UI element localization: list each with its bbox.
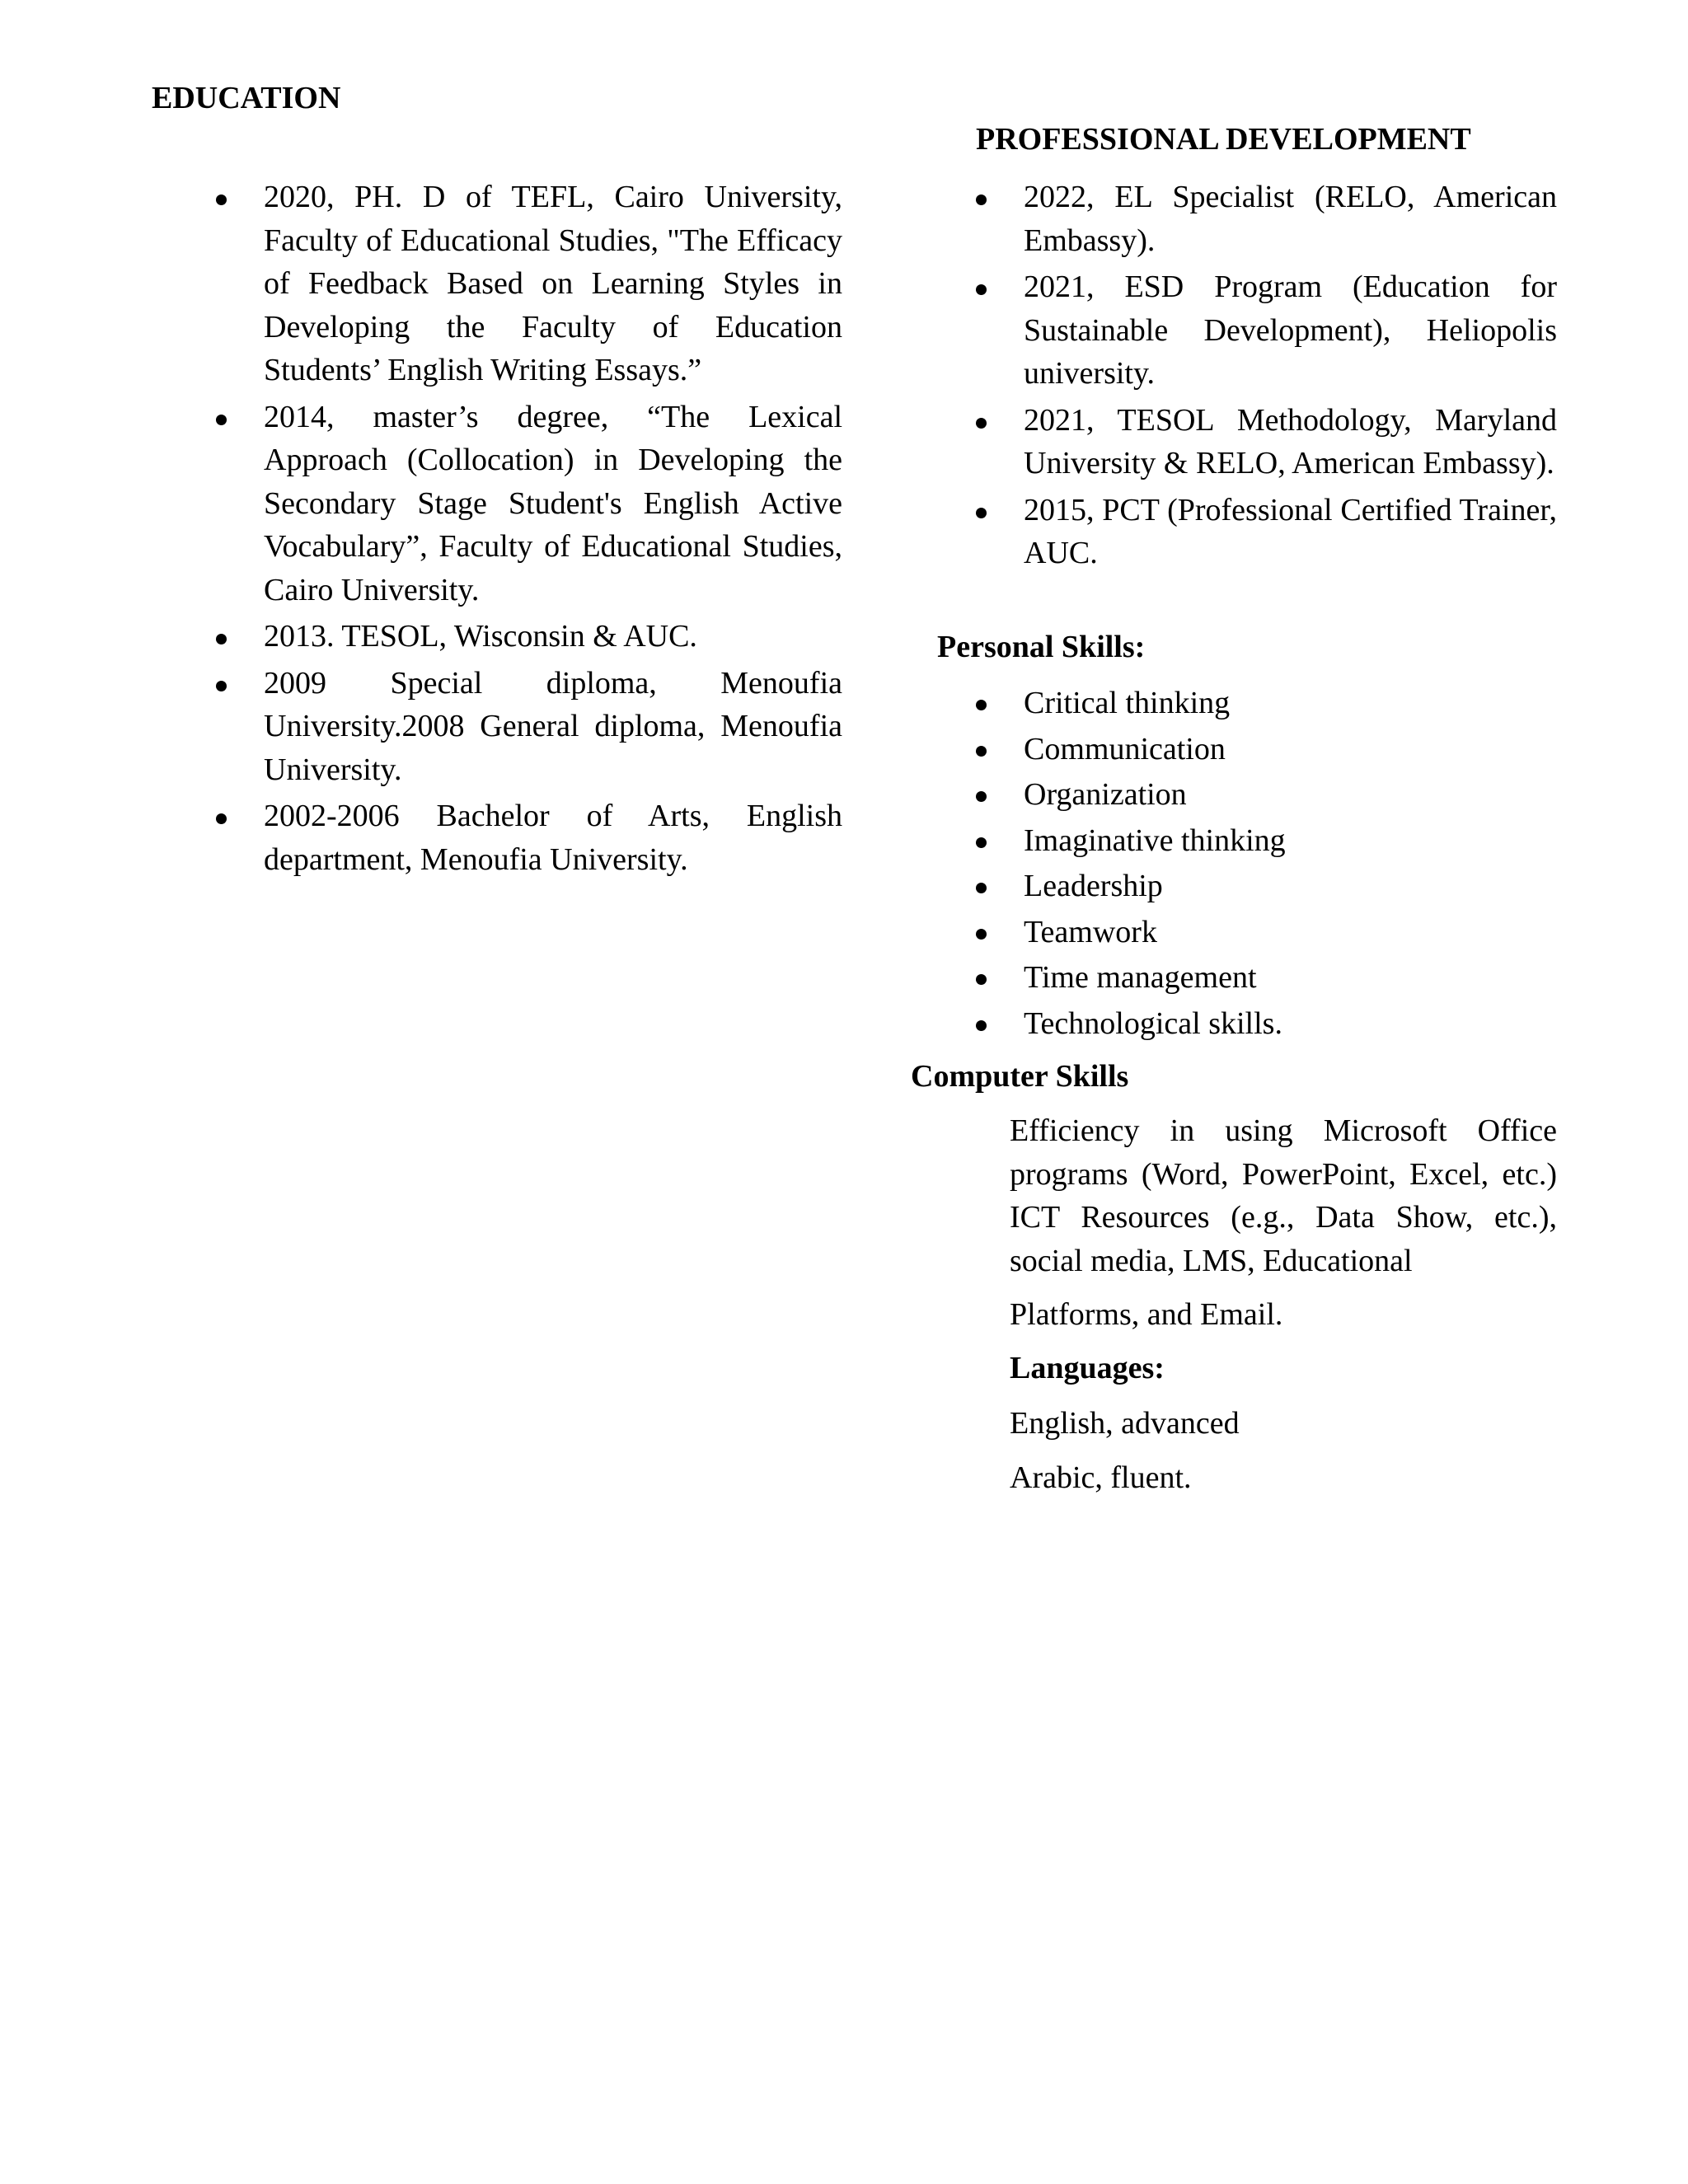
professional-development-item: 2022, EL Specialist (RELO, American Embassy). (1024, 176, 1557, 262)
personal-skill-item: Teamwork (1024, 910, 1557, 956)
personal-skill-item: Imaginative thinking (1024, 818, 1557, 865)
computer-skills-text: Efficiency in using Microsoft Office programs (Word, PowerPoint, Excel, etc.) ICT Resources (e.g., Data Show, etc.), social media, LMS, Educational (1010, 1113, 1557, 1278)
bullet-icon (976, 929, 987, 940)
education-item: 2020, PH. D of TEFL, Cairo University, Faculty of Educational Studies, "The Efficacy of Feedback Based on Learning Styles in Developing the Faculty of Education Students’ English Writing Essays.” (264, 176, 842, 392)
bullet-icon (216, 415, 227, 425)
computer-skills-text-continued: Platforms, and Email. (1010, 1297, 1283, 1332)
personal-skill-item: Time management (1024, 955, 1557, 1001)
bullet-icon (976, 883, 987, 893)
bullet-icon (976, 974, 987, 985)
personal-skill-item: Critical thinking (1024, 681, 1557, 727)
education-item: 2014, master’s degree, “The Lexical Approach (Collocation) in Developing the Secondary Stage Student's English Active Vocabulary”, Faculty of Educational Studies, Cairo University. (264, 396, 842, 612)
education-list (264, 176, 842, 881)
professional-development-list (1024, 176, 1557, 575)
education-item: 2009 Special diploma, Menoufia University.2008 General diploma, Menoufia University. (264, 662, 842, 792)
bullet-icon (216, 634, 227, 644)
bullet-icon (976, 837, 987, 848)
personal-skills-heading: Personal Skills: (937, 630, 1146, 664)
personal-skill-item: Communication (1024, 727, 1557, 773)
bullet-icon (216, 813, 227, 824)
personal-skills-list (1024, 681, 1557, 1047)
bullet-icon (976, 1020, 987, 1031)
bullet-icon (976, 700, 987, 710)
bullet-icon (976, 791, 987, 802)
personal-skill-item: Leadership (1024, 864, 1557, 910)
education-heading: EDUCATION (152, 81, 341, 115)
bullet-icon (216, 681, 227, 691)
professional-development-item: 2021, TESOL Methodology, Maryland University & RELO, American Embassy). (1024, 399, 1557, 485)
education-item: 2002-2006 Bachelor of Arts, English department, Menoufia University. (264, 794, 842, 881)
professional-development-item: 2021, ESD Program (Education for Sustainable Development), Heliopolis university. (1024, 265, 1557, 396)
education-item: 2013. TESOL, Wisconsin & AUC. (264, 615, 842, 658)
languages-heading: Languages: (1010, 1351, 1165, 1385)
professional-development-heading: PROFESSIONAL DEVELOPMENT (976, 122, 1471, 157)
personal-skill-item: Technological skills. (1024, 1001, 1557, 1047)
bullet-icon (976, 284, 987, 295)
computer-skills-heading: Computer Skills (911, 1059, 1129, 1094)
language-item: Arabic, fluent. (1010, 1460, 1192, 1495)
bullet-icon (976, 194, 987, 205)
bullet-icon (976, 418, 987, 429)
professional-development-item: 2015, PCT (Professional Certified Trainer, AUC. (1024, 489, 1557, 575)
personal-skill-item: Organization (1024, 772, 1557, 818)
bullet-icon (976, 508, 987, 518)
bullet-icon (976, 746, 987, 757)
bullet-icon (216, 194, 227, 205)
language-item: English, advanced (1010, 1406, 1240, 1441)
